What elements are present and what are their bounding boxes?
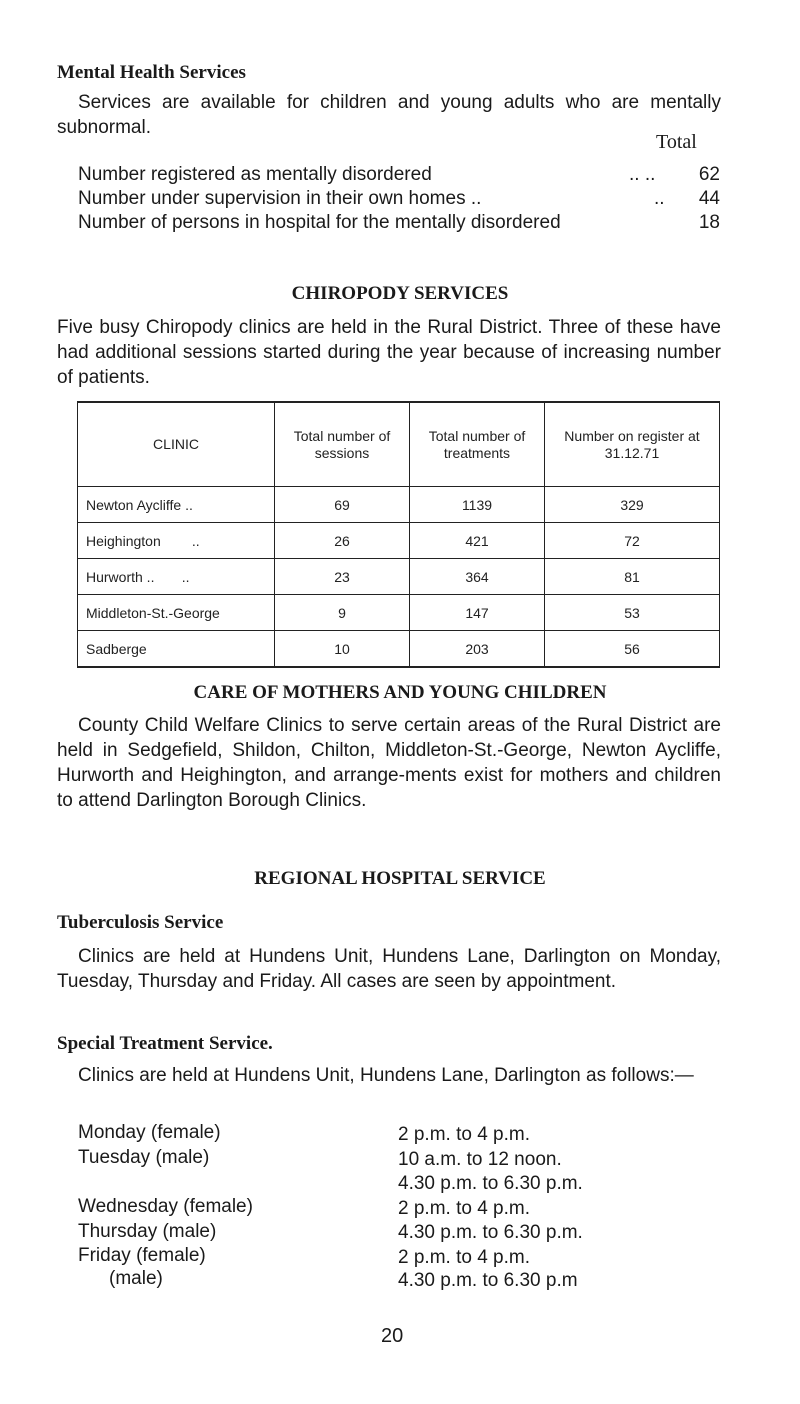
special-text: Clinics are held at Hundens Unit, Hundens Lane, Darlington as follows:—	[78, 1065, 694, 1086]
schedule-day: Monday (female)	[78, 1122, 221, 1143]
table-row	[78, 631, 720, 668]
special-title: Special Treatment Service.	[57, 1033, 273, 1054]
table-row	[78, 559, 720, 595]
clinic-name: Newton Aycliffe ..	[78, 487, 275, 523]
schedule-time: 4.30 p.m. to 6.30 p.m	[398, 1270, 578, 1291]
mh-row-dots: .. ..	[629, 164, 656, 185]
mothers-title: CARE OF MOTHERS AND YOUNG CHILDREN	[193, 682, 607, 703]
schedule-day: Tuesday (male)	[78, 1147, 210, 1168]
sessions-cell: 69	[275, 487, 410, 523]
mh-row-label: Number under supervision in their own homes ..	[78, 188, 482, 209]
schedule-time: 4.30 p.m. to 6.30 p.m.	[398, 1222, 583, 1243]
treatments-cell: 364	[410, 559, 545, 595]
col-clinic: CLINIC	[78, 402, 275, 487]
schedule-day: Friday (female)	[78, 1245, 206, 1266]
sessions-cell: 10	[275, 631, 410, 668]
sessions-cell: 23	[275, 559, 410, 595]
chiropody-text: Five busy Chiropody clinics are held in the Rural District. Three of these have had additional sessions started during the year because of increasing number of patients.	[57, 317, 721, 388]
table-row	[78, 523, 720, 559]
mh-row-label: Number of persons in hospital for the mentally disordered	[78, 212, 561, 233]
schedule-time: 10 a.m. to 12 noon.	[398, 1149, 562, 1170]
treatments-cell: 147	[410, 595, 545, 631]
mental-health-intro: Services are available for children and young adults who are mentally subnormal.	[57, 92, 721, 138]
mh-row-value: 44	[698, 188, 720, 209]
col-sessions: Total number of sessions	[275, 402, 410, 487]
table-row	[78, 595, 720, 631]
mothers-text: County Child Welfare Clinics to serve certain areas of the Rural District are held in Sedgefield, Shildon, Chilton, Middleton-St.-George, Newton Aycliffe, Hurworth and Heighington, and arrange-ments exist for mothers and children to attend Darlington Borough Clinics.	[57, 715, 721, 811]
schedule-time: 2 p.m. to 4 p.m.	[398, 1247, 530, 1268]
schedule-time: 4.30 p.m. to 6.30 p.m.	[398, 1173, 583, 1194]
treatments-cell: 203	[410, 631, 545, 668]
tb-title: Tuberculosis Service	[57, 912, 224, 933]
schedule-day: Thursday (male)	[78, 1221, 217, 1242]
mh-row-supervision	[78, 186, 481, 211]
register-cell: 72	[545, 523, 720, 559]
col-treatments: Total number of treatments	[410, 402, 545, 487]
col-register: Number on register at 31.12.71	[545, 402, 720, 487]
regional-title: REGIONAL HOSPITAL SERVICE	[254, 868, 546, 889]
mh-row-label: Number registered as mentally disordered	[78, 164, 432, 185]
mh-row-registered	[78, 162, 432, 187]
table-row	[78, 487, 720, 523]
mh-row-hospital	[78, 210, 561, 235]
schedule-time: 2 p.m. to 4 p.m.	[398, 1198, 530, 1219]
chiropody-table	[77, 401, 720, 668]
register-cell: 81	[545, 559, 720, 595]
treatments-cell: 1139	[410, 487, 545, 523]
treatments-cell: 421	[410, 523, 545, 559]
clinic-name: Hurworth .. ..	[78, 559, 275, 595]
register-cell: 329	[545, 487, 720, 523]
sessions-cell: 26	[275, 523, 410, 559]
mental-health-title: Mental Health Services	[57, 62, 246, 83]
clinic-name: Sadberge	[78, 631, 275, 668]
chiropody-title: CHIROPODY SERVICES	[291, 283, 509, 304]
table-header-row	[78, 402, 720, 487]
schedule-day: (male)	[109, 1268, 163, 1289]
schedule-day: Wednesday (female)	[78, 1196, 253, 1217]
mh-row-dots: ..	[654, 188, 665, 209]
schedule-time: 2 p.m. to 4 p.m.	[398, 1124, 530, 1145]
page-number: 20	[381, 1325, 404, 1347]
mh-row-value: 62	[698, 164, 720, 185]
clinic-name: Middleton-St.-George	[78, 595, 275, 631]
clinic-name: Heighington ..	[78, 523, 275, 559]
register-cell: 53	[545, 595, 720, 631]
total-header: Total	[656, 131, 697, 153]
sessions-cell: 9	[275, 595, 410, 631]
tb-text: Clinics are held at Hundens Unit, Hundens Lane, Darlington on Monday, Tuesday, Thursday and Friday. All cases are seen by appointment.	[57, 946, 721, 992]
register-cell: 56	[545, 631, 720, 668]
mh-row-value: 18	[698, 212, 720, 233]
